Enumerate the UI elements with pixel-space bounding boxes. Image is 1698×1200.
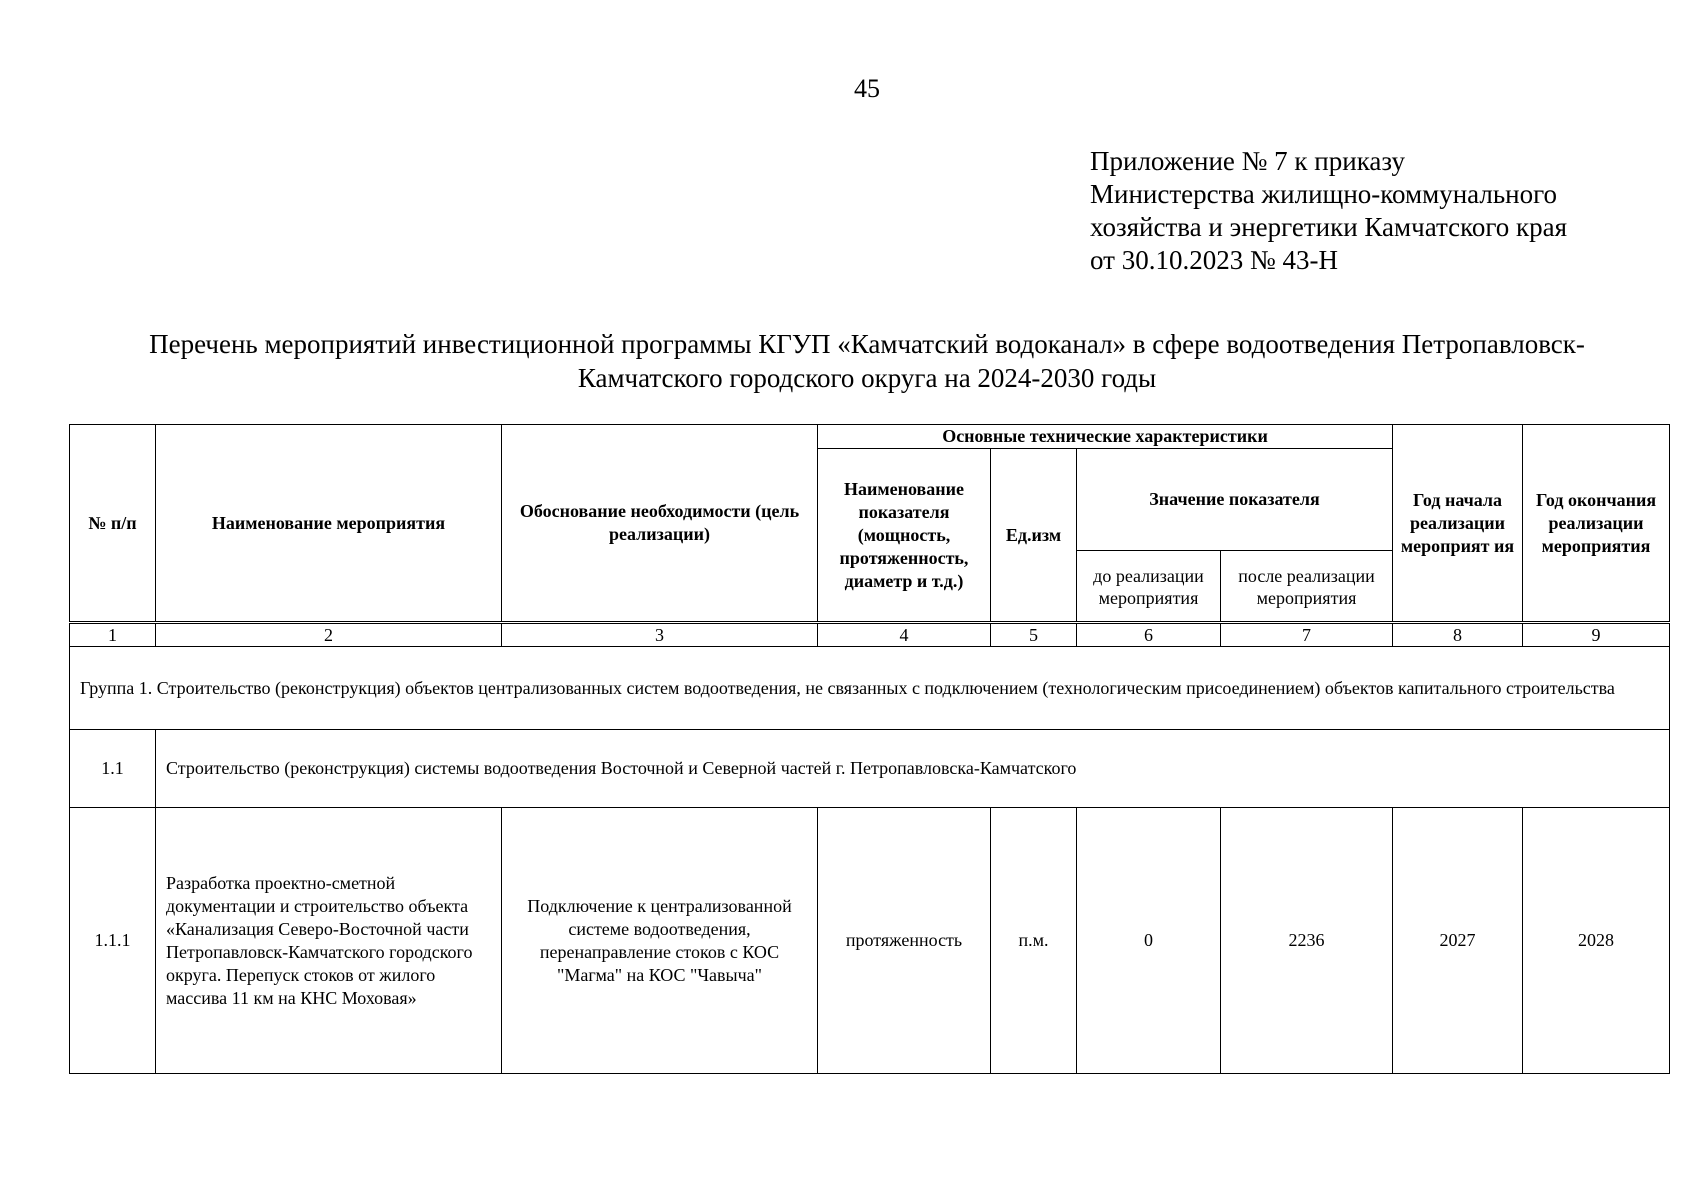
- row-start-year: 2027: [1393, 808, 1523, 1074]
- column-number: 4: [818, 623, 991, 647]
- measures-table: [69, 424, 1670, 1074]
- document-title-line: Камчатского городского округа на 2024-2030 годы: [577, 363, 1157, 393]
- header-after: после реализации мероприятия: [1221, 551, 1393, 623]
- row-before: 0: [1077, 808, 1221, 1074]
- page-number: 45: [854, 74, 880, 103]
- appendix-line: от 30.10.2023 № 43-Н: [1090, 245, 1338, 275]
- column-number: 7: [1221, 623, 1393, 647]
- row-name: Разработка проектно-сметной документации и строительство объекта «Канализация Северо-Восточной части Петропавловск-Камчатского городского округа. Перепуск стоков от жилого массива 11 км на КНС Моховая»: [156, 808, 502, 1074]
- header-before: до реализации мероприятия: [1077, 551, 1221, 623]
- header-name: Наименование мероприятия: [156, 425, 502, 623]
- column-number: 6: [1077, 623, 1221, 647]
- appendix-line: Министерства жилищно-коммунального: [1090, 179, 1558, 209]
- row-end-year: 2028: [1523, 808, 1670, 1074]
- row-unit: п.м.: [991, 808, 1077, 1074]
- row-indicator: протяженность: [818, 808, 991, 1074]
- column-numbers-row: [70, 623, 1670, 647]
- header-indicator-name: Наименование показателя (мощность, протяженность, диаметр и т.д.): [818, 449, 991, 623]
- row-justification: Подключение к централизованной системе водоотведения, перенаправление стоков с КОС "Магма" на КОС "Чавыча": [502, 808, 818, 1074]
- header-value-group: Значение показателя: [1077, 449, 1393, 551]
- appendix-line: хозяйства и энергетики Камчатского края: [1090, 212, 1568, 242]
- header-unit: Ед.изм: [991, 449, 1077, 623]
- appendix-line: Приложение № 7 к приказу: [1090, 146, 1405, 176]
- column-number: 9: [1523, 623, 1670, 647]
- row-after: 2236: [1221, 808, 1393, 1074]
- subgroup-row: [70, 730, 1670, 808]
- header-justification: Обоснование необходимости (цель реализации): [502, 425, 818, 623]
- group-row: [70, 647, 1670, 730]
- column-number: 2: [156, 623, 502, 647]
- row-num: 1.1.1: [70, 808, 156, 1074]
- column-number: 1: [70, 623, 156, 647]
- column-number: 8: [1393, 623, 1523, 647]
- subgroup-title: Строительство (реконструкция) системы водоотведения Восточной и Северной частей г. Петропавловска-Камчатского: [156, 730, 1670, 808]
- table-row: [70, 808, 1670, 1074]
- header-end-year: Год окончания реализации мероприятия: [1523, 425, 1670, 623]
- header-tech-group: Основные технические характеристики: [818, 425, 1393, 449]
- column-number: 5: [991, 623, 1077, 647]
- column-number: 3: [502, 623, 818, 647]
- document-title-line: Перечень мероприятий инвестиционной программы КГУП «Камчатский водоканал» в сфере водоотведения Петропавловск-: [149, 329, 1585, 359]
- document-title: [60, 327, 1674, 395]
- subgroup-num: 1.1: [70, 730, 156, 808]
- group-title: Группа 1. Строительство (реконструкция) объектов централизованных систем водоотведения, не связанных с подключением (технологическим присоединением) объектов капитального строительства: [70, 647, 1670, 730]
- header-num: № п/п: [70, 425, 156, 623]
- header-start-year: Год начала реализации мероприят ия: [1393, 425, 1523, 623]
- appendix-block: [1090, 145, 1567, 277]
